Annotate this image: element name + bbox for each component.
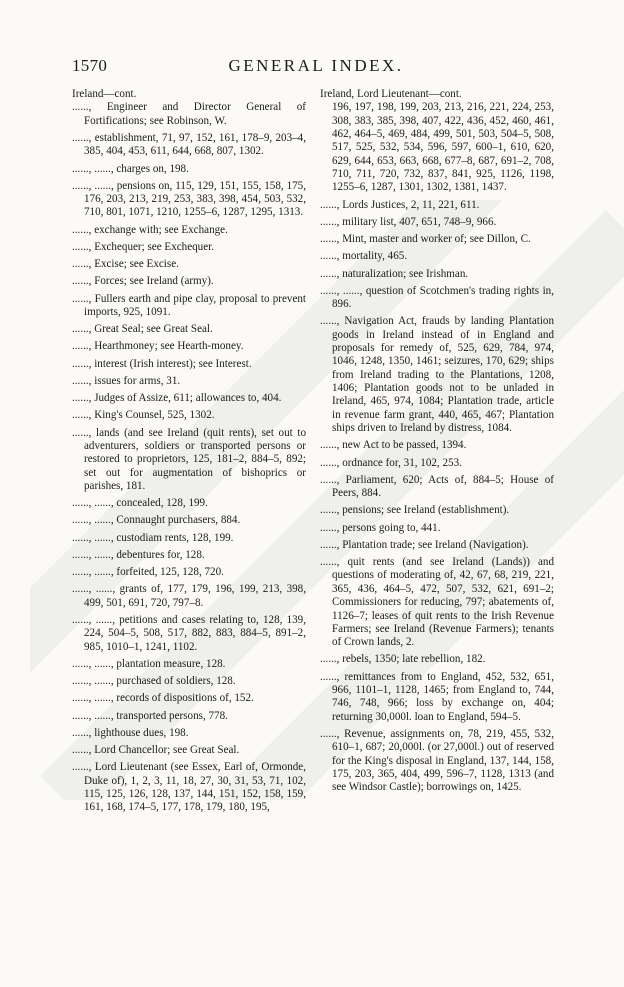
index-entry: ......, ......, pensions on, 115, 129, 151, 155, 158, 175, 176, 203, 213, 219, 253, 383, 398, 454, 503, 532, 710, 801, 1071, 1210, 1255–6, 1287, 1295, 1313. [72,179,306,219]
index-entry: ......, Lord Lieutenant (see Essex, Earl of, Ormonde, Duke of), 1, 2, 3, 11, 18, 27, 30, 31, 53, 71, 102, 115, 125, 126, 128, 137, 144, 151, 152, 158, 159, 161, 168, 174–5, 177, 178, 179, 180, 195, [72,761,306,814]
index-entry: ......, ......, question of Scotchmen's trading rights in, 896. [320,284,554,311]
heading-lord-lieutenant-cont: Ireland, Lord Lieutenant—cont. [320,88,462,100]
index-entry: ......, ......, charges on, 198. [72,162,189,175]
index-entry: ......, Lords Justices, 2, 11, 221, 611. [320,198,480,211]
right-column [320,88,554,799]
index-entry: ......, naturalization; see Irishman. [320,267,469,280]
index-entry: ......, Excise; see Excise. [72,258,179,271]
index-entry: ......, ......, Connaught purchasers, 884. [72,514,241,527]
index-entry: ......, Engineer and Director General of Fortifications; see Robinson, W. [72,101,306,127]
index-entry: ......, ......, debentures for, 128. [72,548,205,561]
entry-list-right [320,199,554,795]
index-entry: ......, mortality, 465. [320,250,408,263]
index-entry: ......, new Act to be passed, 1394. [320,439,467,452]
continuation-text: 196, 197, 198, 199, 203, 213, 216, 221, 224, 253, 308, 383, 385, 398, 407, 422, 436, 452, 460, 461, 462, 464–5, 469, 484, 499, 501, 503, 504–5, 508, 517, 525, 532, 534, 596, 597, 600–1, 610, 620, 629, 644, 653, 663, 668, 677–8, 687, 691–2, 708, 710, 711, 720, 732, 837, 841, 925, 1126, 1198, 1255–6, 1287, 1301, 1302, 1381, 1437. [332,101,554,194]
index-entry: ......, lands (and see Ireland (quit rents), set out to adventurers, soldiers or transported persons or restored to proprietors, 125, 181–2, 884–5, 892; set out for augmentation of bishoprics or parishes, 181. [72,426,306,492]
column-heading [320,88,554,101]
heading-ireland: Ireland—cont. [72,88,137,100]
page-number: 1570 [72,56,108,75]
index-entry: ......, ......, custodiam rents, 128, 199. [72,531,234,544]
index-entry: ......, pensions; see Ireland (establishment). [320,504,510,517]
index-entry: ......, Plantation trade; see Ireland (Navigation). [320,538,529,551]
index-entry: ......, Exchequer; see Exchequer. [72,240,215,253]
index-entry: ......, ordnance for, 31, 102, 253. [320,456,462,469]
index-entry: ......, ......, forfeited, 125, 128, 720. [72,566,224,579]
index-entry: ......, interest (Irish interest); see Interest. [72,357,252,370]
index-entry: ......, Great Seal; see Great Seal. [72,323,213,336]
index-entry: ......, lighthouse dues, 198. [72,726,189,739]
index-entry: ......, Mint, master and worker of; see Dillon, C. [320,233,531,246]
index-entry: ......, Revenue, assignments on, 78, 219, 455, 532, 610–1, 687; 20,000l. (or 27,000l.) out of reserved for the King's disposal in England, 137, 144, 158, 175, 203, 365, 404, 499, 596–7, 1128, 1313 (and see Windsor Castle); borrowings on, 1425. [320,727,554,794]
index-entry: ......, exchange with; see Exchange. [72,223,228,236]
index-entry: ......, Parliament, 620; Acts of, 884–5; House of Peers, 884. [320,473,554,500]
index-entry: ......, Judges of Assize, 611; allowances to, 404. [72,392,282,405]
page-title: GENERAL INDEX. [228,56,404,75]
index-entry: ......, Fullers earth and pipe clay, proposal to prevent imports, 925, 1091. [72,292,306,318]
index-entry: ......, Navigation Act, frauds by landing Plantation goods in Ireland instead of in England and proposals for remedy of, 525, 629, 784, 974, 1046, 1248, 1350, 1461; seizures, 170, 629; ships from Ireland trading to the Plantations, 1208, 1406; Plantation goods not to be unladed in Ireland, 465, 974, 1084; Plantation trade, article in revenue farm grant, 440, 465, 467; Plantation ships driven to Ireland by distress, 1084. [320,315,554,435]
index-entry: ......, ......, plantation measure, 128. [72,657,226,670]
index-entry: ......, Lord Chancellor; see Great Seal. [72,744,240,757]
index-entry: ......, ......, petitions and cases relating to, 128, 139, 224, 504–5, 508, 517, 882, 883, 884–5, 891–2, 985, 1010–1, 1241, 1102. [72,613,306,653]
index-entry: ......, ......, records of dispositions of, 152. [72,692,254,705]
index-entry: ......, ......, grants of, 177, 179, 196, 199, 213, 398, 499, 501, 691, 720, 797–8. [72,583,306,609]
left-column [72,88,306,819]
index-entry: ......, persons going to, 441. [320,521,441,534]
index-entry: ......, ......, purchased of soldiers, 128. [72,675,236,688]
index-entry: ......, ......, concealed, 128, 199. [72,497,208,510]
entry-list-left [72,101,306,814]
index-entry: ......, rebels, 1350; late rebellion, 182. [320,653,486,666]
index-entry: ......, King's Counsel, 525, 1302. [72,409,215,422]
page-header [72,56,560,78]
column-heading [72,88,306,101]
index-entry: ......, Hearthmoney; see Hearth-money. [72,340,244,353]
index-entry: ......, quit rents (and see Ireland (Lands)) and questions of moderating of, 42, 67, 68, 219, 221, 365, 436, 464–5, 472, 507, 532, 621, 691–2; Commissioners for reducing, 797; abatements of, 1126–7; leases of quit rents to the Irish Revenue Farmers; see Ireland (Revenue Farmers); tenants of Crown lands, 2. [320,556,554,649]
index-entry: ......, Forces; see Ireland (army). [72,275,214,288]
index-entry: ......, issues for arms, 31. [72,374,181,387]
index-entry: ......, ......, transported persons, 778. [72,709,228,722]
index-entry: ......, remittances from to England, 452, 532, 651, 966, 1101–1, 1128, 1465; from England to, 744, 746, 748, 966; loss by exchange on, 404; returning 30,000l. loan to England, 594–5. [320,670,554,723]
index-entry: ......, establishment, 71, 97, 152, 161, 178–9, 203–4, 385, 404, 453, 611, 644, 668, 807, 1302. [72,131,306,158]
index-entry: ......, military list, 407, 651, 748–9, 966. [320,215,497,228]
